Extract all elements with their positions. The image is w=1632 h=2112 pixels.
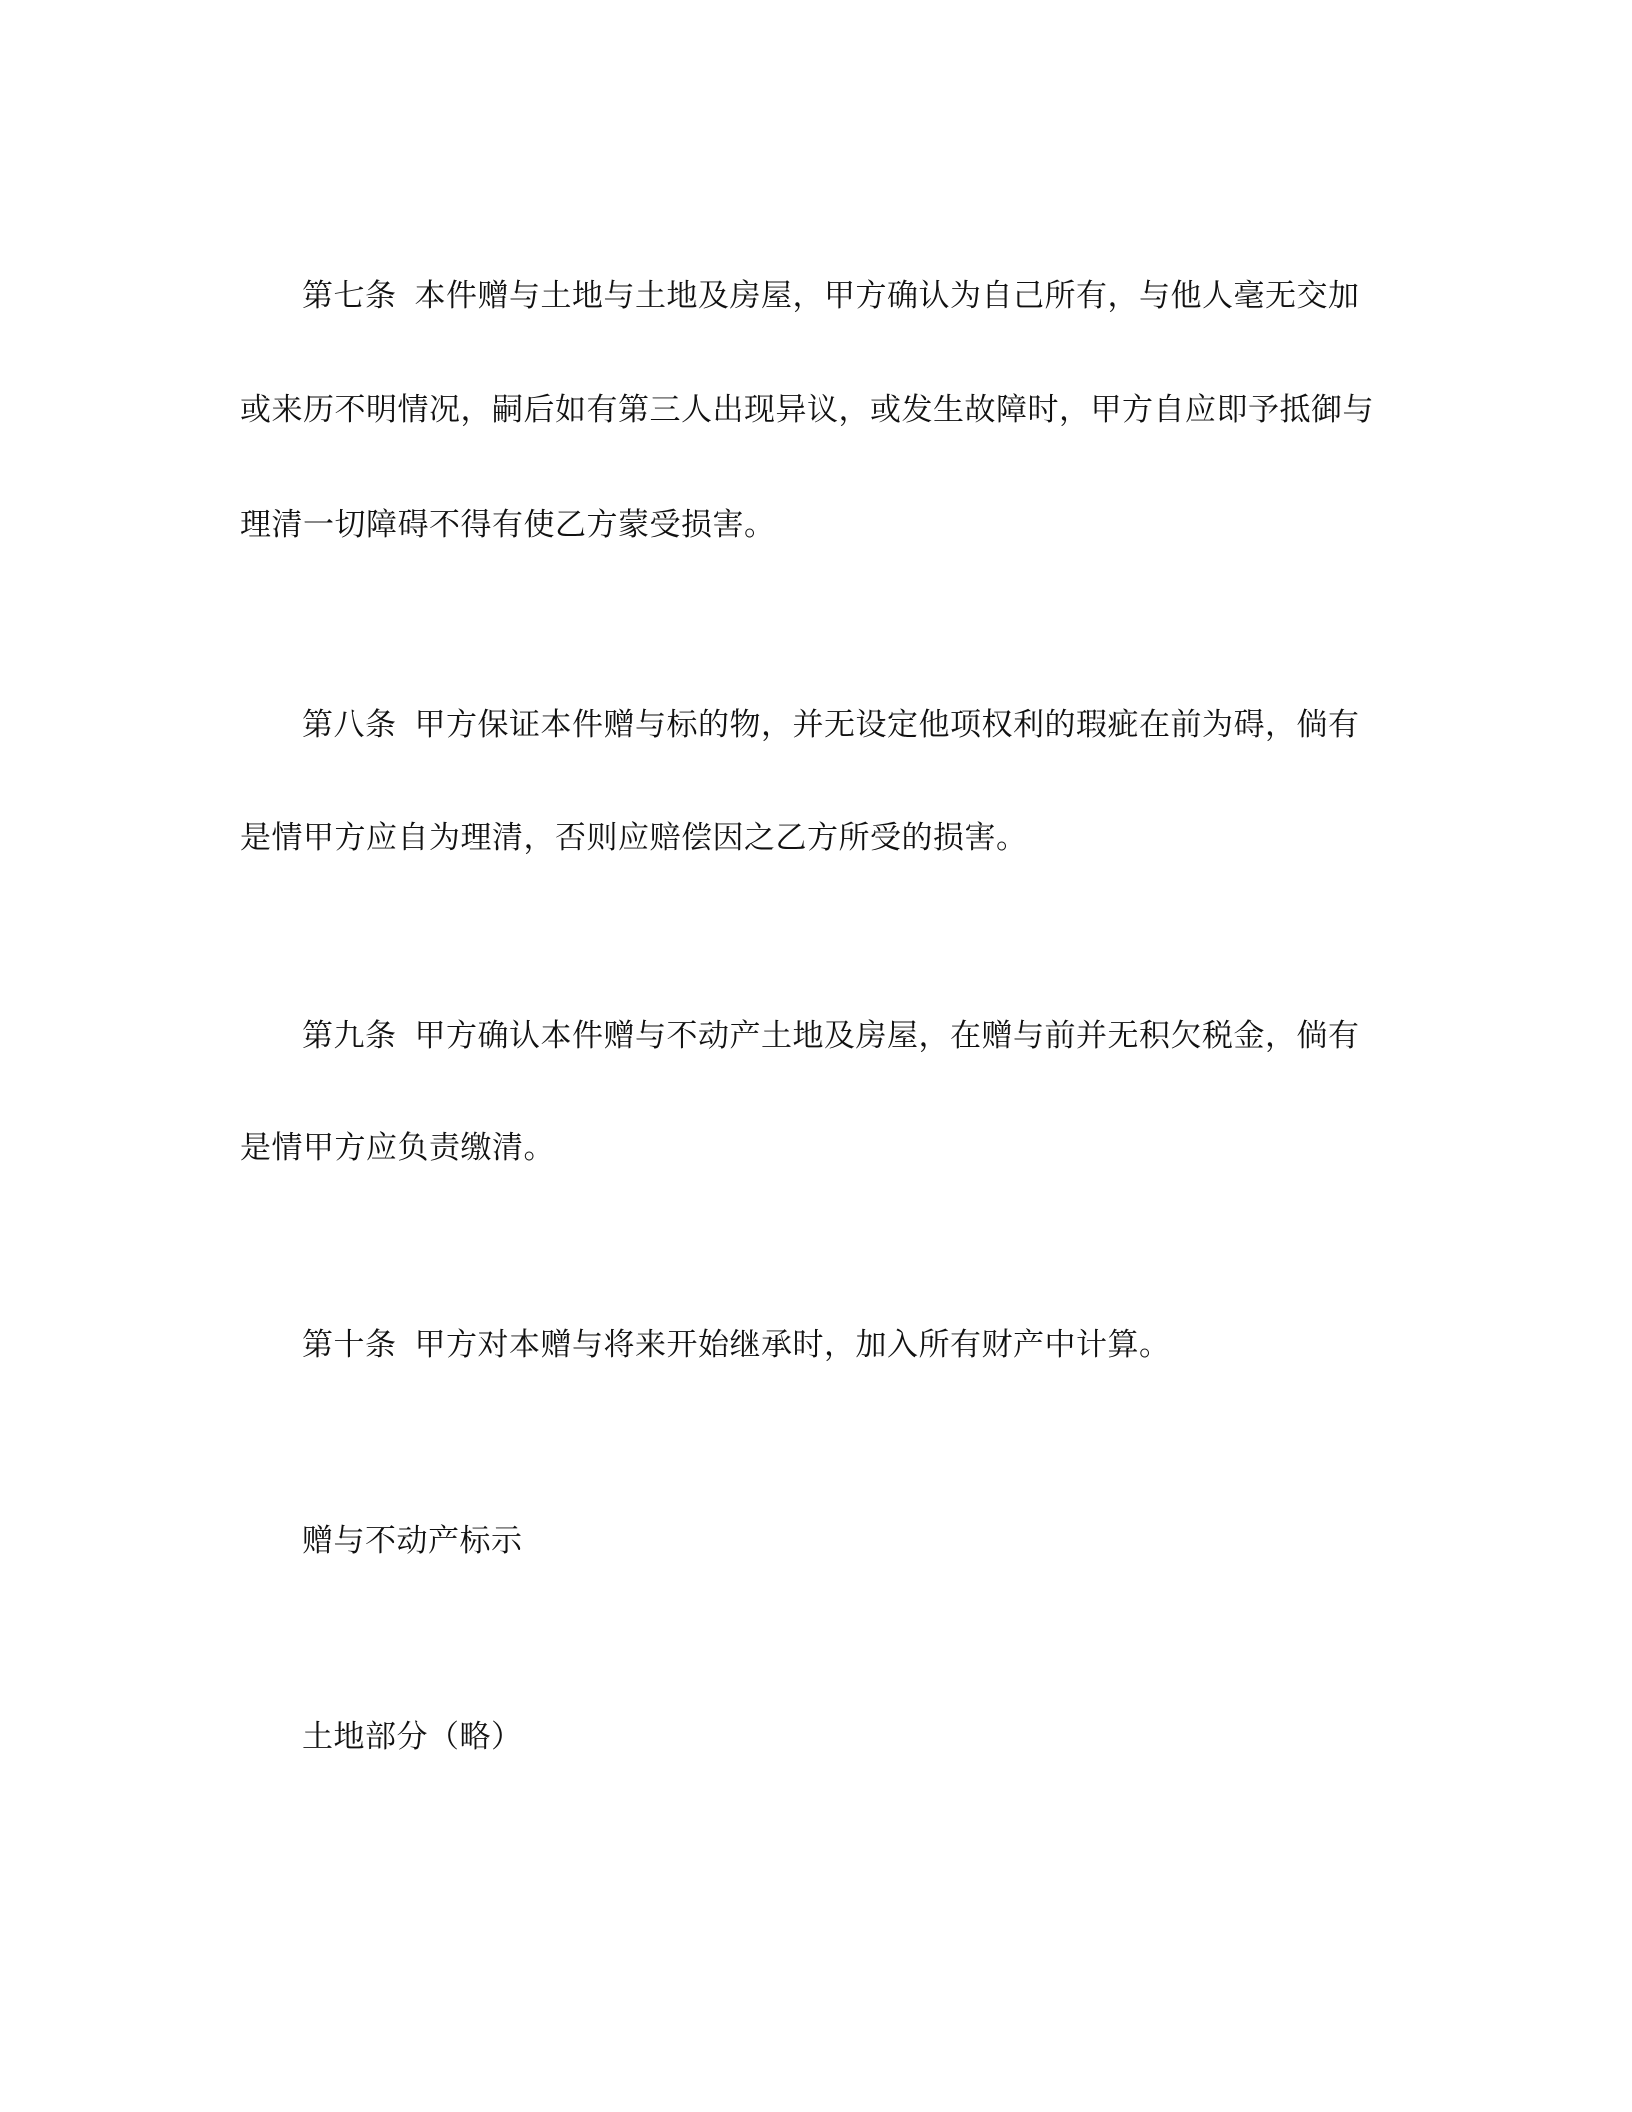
land-section-heading: 土地部分（略） xyxy=(302,1719,523,1755)
article-8-line-1 xyxy=(0,705,1632,745)
article-9-text-1: 甲方确认本件赠与不动产土地及房屋，在赠与前并无积欠税金，倘有 xyxy=(414,1018,1360,1054)
article-7-number: 第七条 xyxy=(302,278,397,314)
article-8-text-1: 甲方保证本件赠与标的物，并无设定他项权利的瑕疵在前为碍，倘有 xyxy=(414,707,1360,743)
article-10-text-1: 甲方对本赠与将来开始继承时，加入所有财产中计算。 xyxy=(414,1327,1171,1363)
article-8-line-2: 是情甲方应自为理清，否则应赔偿因之乙方所受的损害。 xyxy=(240,820,1028,856)
article-10-line-1 xyxy=(0,1325,1632,1365)
article-7-line-1 xyxy=(0,276,1632,316)
article-7-line-2: 或来历不明情况，嗣后如有第三人出现异议，或发生故障时，甲方自应即予抵御与 xyxy=(240,392,1374,428)
article-10-number: 第十条 xyxy=(302,1327,397,1363)
article-7-line-3: 理清一切障碍不得有使乙方蒙受损害。 xyxy=(240,507,776,543)
article-8-number: 第八条 xyxy=(302,707,397,743)
article-7-text-1: 本件赠与土地与土地及房屋，甲方确认为自己所有，与他人毫无交加 xyxy=(414,278,1360,314)
article-9-line-1 xyxy=(0,1016,1632,1056)
article-9-line-2: 是情甲方应负责缴清。 xyxy=(240,1130,555,1166)
article-9-number: 第九条 xyxy=(302,1018,397,1054)
section-heading: 赠与不动产标示 xyxy=(302,1523,523,1559)
